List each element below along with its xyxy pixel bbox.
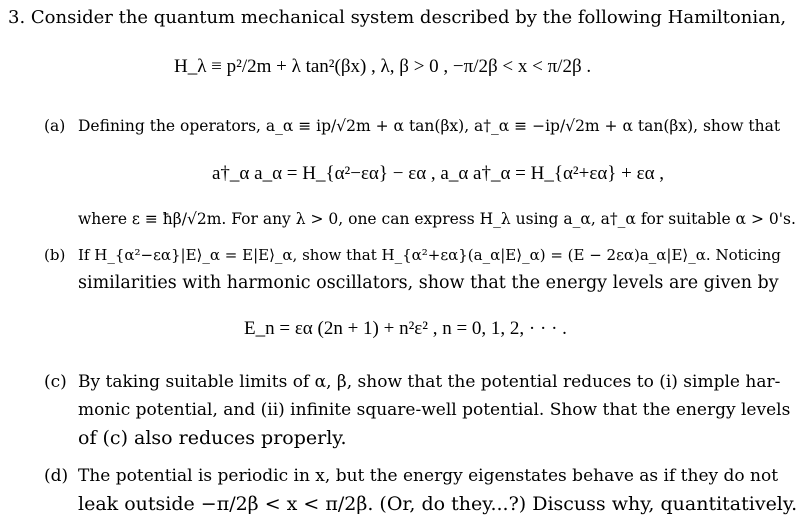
part-b-line1: (b) If H_{α²−εα}|E⟩_α = E|E⟩_α, show that H_{α²+εα}(a_α|E⟩_α) = (E − 2εα)a_α|E⟩_α. Noticing: [44, 246, 781, 264]
problem-intro: 3. Consider the quantum mechanical system described by the following Hamiltonian,: [8, 7, 787, 28]
part-b-line2: similarities with harmonic oscillators, show that the energy levels are given by: [78, 273, 779, 293]
part-a-text: (a) Defining the operators, a_α ≡ ip/√2m + α tan(βx), a†_α ≡ −ip/√2m + α tan(βx), show that: [44, 117, 781, 135]
part-b-equation: E_n = εα (2n + 1) + n²ε² , n = 0, 1, 2, · · · .: [244, 318, 567, 339]
part-a-where: where ε ≡ ħβ/√2m. For any λ > 0, one can express H_λ using a_α, a†_α for suitable α > 0's.: [78, 210, 796, 228]
part-a-equation: a†_α a_α = H_{α²−εα} − εα , a_α a†_α = H_{α²+εα} + εα ,: [212, 163, 665, 184]
part-d-line1: (d) The potential is periodic in x, but the energy eigenstates behave as if they do not: [44, 466, 779, 486]
part-c-line3: of (c) also reduces properly.: [78, 427, 347, 449]
hamiltonian-equation: H_λ ≡ p²/2m + λ tan²(βx) , λ, β > 0 , −π/2β < x < π/2β .: [174, 56, 592, 77]
part-c-line1: (c) By taking suitable limits of α, β, show that the potential reduces to (i) simple har-: [44, 372, 781, 392]
part-c-line2: monic potential, and (ii) infinite square-well potential. Show that the energy levels: [78, 400, 791, 420]
part-d-line2: leak outside −π/2β < x < π/2β. (Or, do they...?) Discuss why, quantitatively.: [78, 493, 798, 515]
